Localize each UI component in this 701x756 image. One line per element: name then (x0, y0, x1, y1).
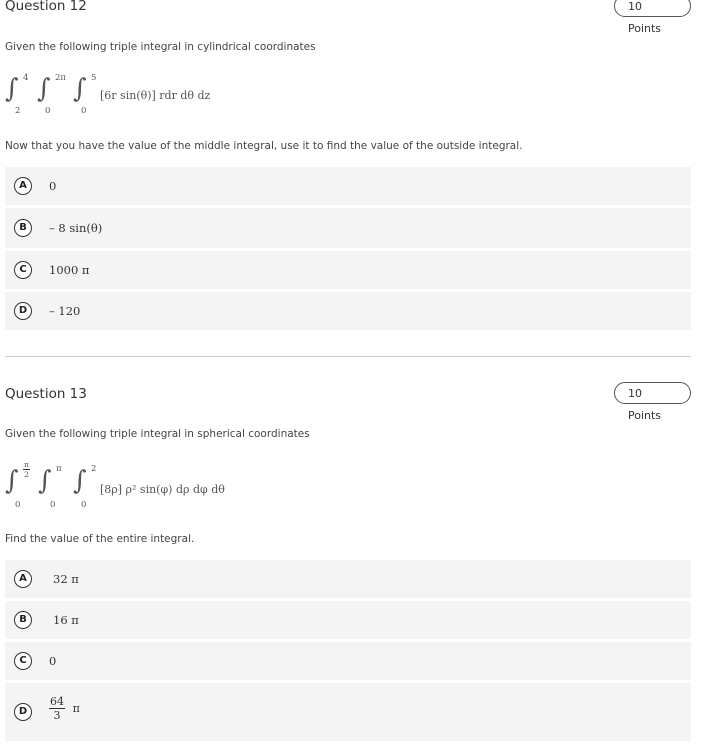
fraction-denominator: 3 (53, 709, 61, 722)
question-12-option-b[interactable] (5, 208, 691, 248)
integral-sign-icon: ∫ (73, 466, 87, 496)
option-value: – 120 (49, 304, 81, 318)
option-letter-badge: D (14, 703, 32, 721)
integral-sign-icon: ∫ (38, 466, 52, 496)
integral-sign-icon: ∫ (5, 466, 19, 496)
question-12-instruction: Now that you have the value of the middle integral, use it to find the value of the outside integral. (5, 140, 523, 152)
question-12-option-d[interactable] (5, 292, 691, 330)
question-12-prompt: Given the following triple integral in cylindrical coordinates (5, 41, 316, 53)
question-13-option-a[interactable] (5, 560, 691, 598)
question-12-option-c[interactable] (5, 251, 691, 289)
integral-1-lower: 2 (15, 106, 21, 116)
integrand: [8ρ] ρ² sin(φ) dρ dφ dθ (100, 483, 225, 496)
integral-3-upper: 5 (91, 73, 97, 83)
question-13-option-b[interactable] (5, 601, 691, 639)
option-letter-badge: A (14, 177, 32, 195)
option-value: – 8 sin(θ) (49, 221, 103, 235)
integral-sign-icon: ∫ (5, 74, 19, 104)
option-letter-badge: B (14, 611, 32, 629)
integral-2-lower: 0 (50, 500, 56, 510)
question-13-instruction: Find the value of the entire integral. (5, 533, 195, 545)
question-13-points-badge: 10 Points (614, 382, 691, 404)
fraction-numerator: 64 (50, 695, 64, 708)
question-12-title: Question 12 (5, 0, 87, 14)
question-13-option-d[interactable] (5, 683, 691, 741)
option-letter-badge: D (14, 302, 32, 320)
option-value: 32 π (53, 572, 79, 586)
integral-3-upper: 2 (91, 464, 97, 474)
question-13-title: Question 13 (5, 386, 87, 402)
question-12-integral (5, 70, 265, 120)
pi-symbol: π (72, 702, 80, 715)
integral-3-lower: 0 (81, 106, 87, 116)
option-letter-badge: C (14, 261, 32, 279)
question-12-points-badge: 10 Points (614, 0, 691, 17)
question-13-integral (5, 458, 265, 513)
integral-3-lower: 0 (81, 500, 87, 510)
integral-2-upper: π (56, 464, 62, 474)
integral-2-lower: 0 (45, 106, 51, 116)
integral-1-upper (23, 460, 30, 479)
question-divider (5, 356, 691, 357)
question-12-option-a[interactable] (5, 167, 691, 205)
option-value: 1000 π (49, 263, 90, 277)
option-letter-badge: C (14, 652, 32, 670)
integral-1-upper: 4 (23, 73, 29, 83)
option-value: 0 (49, 179, 57, 193)
integral-sign-icon: ∫ (37, 74, 51, 104)
integral-2-upper: 2π (55, 73, 66, 83)
option-value: 16 π (53, 613, 79, 627)
upper-limit-denominator: 2 (24, 470, 29, 479)
option-value: 0 (49, 654, 57, 668)
option-value (49, 695, 80, 722)
option-letter-badge: B (14, 219, 32, 237)
option-letter-badge: A (14, 570, 32, 588)
upper-limit-numerator: π (24, 460, 29, 469)
question-13-option-c[interactable] (5, 642, 691, 680)
integral-1-lower: 0 (15, 500, 21, 510)
fraction (49, 695, 65, 722)
integral-sign-icon: ∫ (73, 74, 87, 104)
integrand: [6r sin(θ)] rdr dθ dz (100, 89, 211, 102)
question-13-prompt: Given the following triple integral in spherical coordinates (5, 428, 310, 440)
